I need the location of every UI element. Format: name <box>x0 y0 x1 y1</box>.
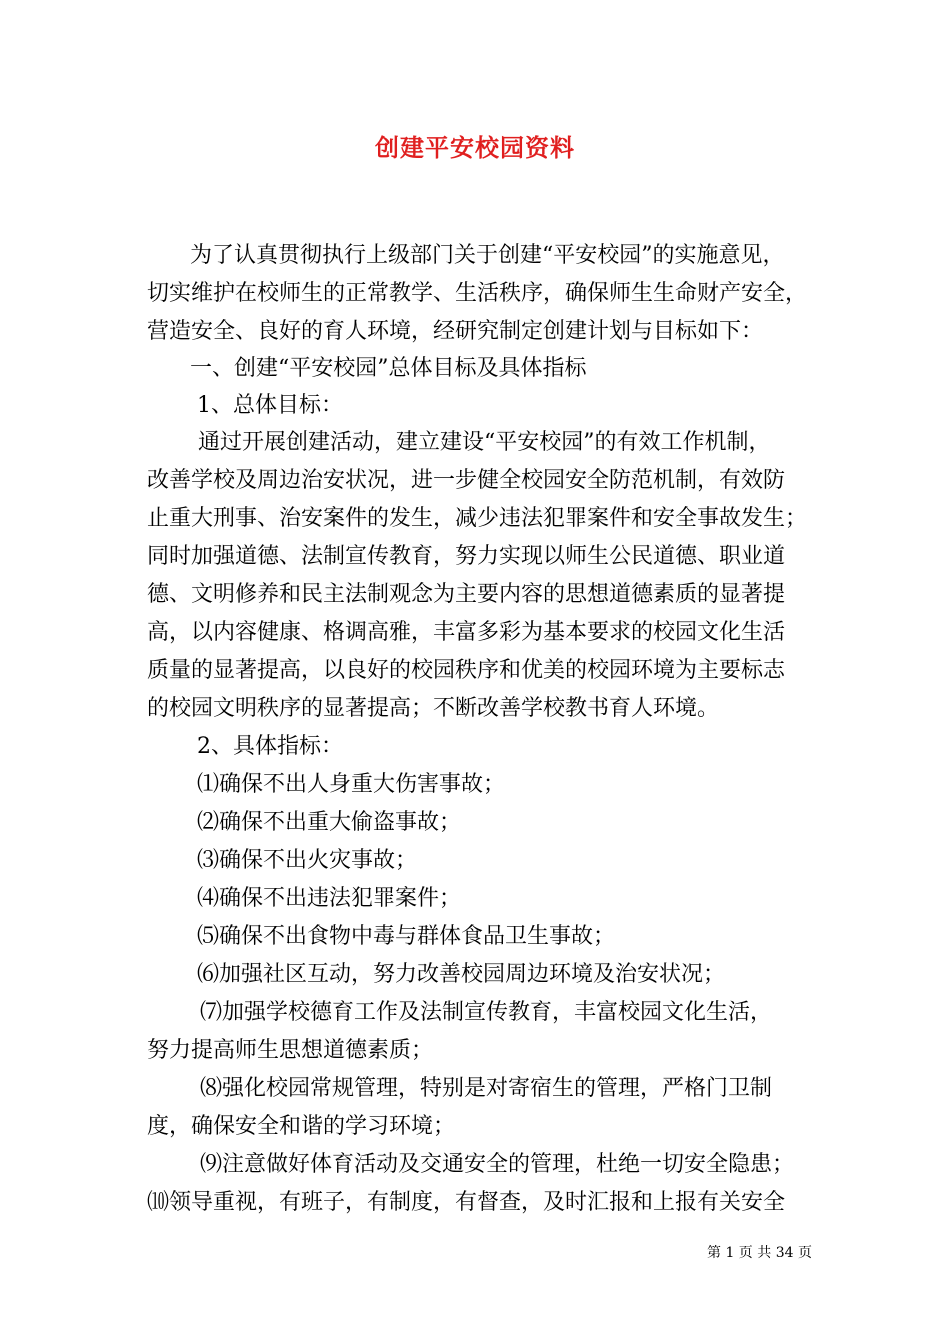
list-item: ⑻强化校园常规管理，特别是对寄宿生的管理，严格门卫制 <box>200 1076 773 1101</box>
page-number: 第 1 页 共 34 页 <box>707 1245 812 1261</box>
document-title: 创建平安校园资料 <box>375 133 575 162</box>
list-item: ⑹加强社区互动，努力改善校园周边环境及治安状况； <box>197 962 726 987</box>
body-line: 止重大刑事、治安案件的发生，减少违法犯罪案件和安全事故发生； <box>147 506 808 531</box>
body-line: 的校园文明秩序的显著提高；不断改善学校教书育人环境。 <box>147 696 720 721</box>
list-item: ⑼注意做好体育活动及交通安全的管理，杜绝一切安全隐患； <box>200 1152 795 1177</box>
subsection-heading: 2、具体指标： <box>197 734 343 759</box>
body-line: 高，以内容健康、格调高雅，丰富多彩为基本要求的校园文化生活 <box>147 620 786 645</box>
list-item: ⑽领导重视，有班子，有制度，有督查，及时汇报和上报有关安全 <box>147 1190 786 1215</box>
body-line: 同时加强道德、法制宣传教育，努力实现以师生公民道德、职业道 <box>147 544 786 569</box>
list-item: ⑶确保不出火灾事故； <box>197 848 418 873</box>
list-item: ⑸确保不出食物中毒与群体食品卫生事故； <box>197 924 616 949</box>
section-heading: 一、创建“平安校园”总体目标及具体指标 <box>190 356 587 381</box>
body-line: 切实维护在校师生的正常教学、生活秩序，确保师生生命财产安全， <box>147 281 808 306</box>
body-line: 为了认真贯彻执行上级部门关于创建“平安校园”的实施意见， <box>190 243 785 268</box>
list-item-continuation: 度，确保安全和谐的学习环境； <box>147 1114 456 1139</box>
body-line: 质量的显著提高，以良好的校园秩序和优美的校园环境为主要标志 <box>147 658 786 683</box>
body-line: 德、文明修养和民主法制观念为主要内容的思想道德素质的显著提 <box>147 582 786 607</box>
list-item-continuation: 努力提高师生思想道德素质； <box>147 1038 434 1063</box>
subsection-heading: 1、总体目标： <box>197 393 343 418</box>
body-line: 通过开展创建活动，建立建设“平安校园”的有效工作机制， <box>198 430 771 455</box>
body-line: 营造安全、良好的育人环境，经研究制定创建计划与目标如下： <box>147 319 764 344</box>
list-item: ⑺加强学校德育工作及法制宣传教育，丰富校园文化生活， <box>200 1000 773 1025</box>
list-item: ⑵确保不出重大偷盗事故； <box>197 810 462 835</box>
list-item: ⑷确保不出违法犯罪案件； <box>197 886 462 911</box>
body-line: 改善学校及周边治安状况，进一步健全校园安全防范机制，有效防 <box>147 468 786 493</box>
list-item: ⑴确保不出人身重大伤害事故； <box>197 772 506 797</box>
